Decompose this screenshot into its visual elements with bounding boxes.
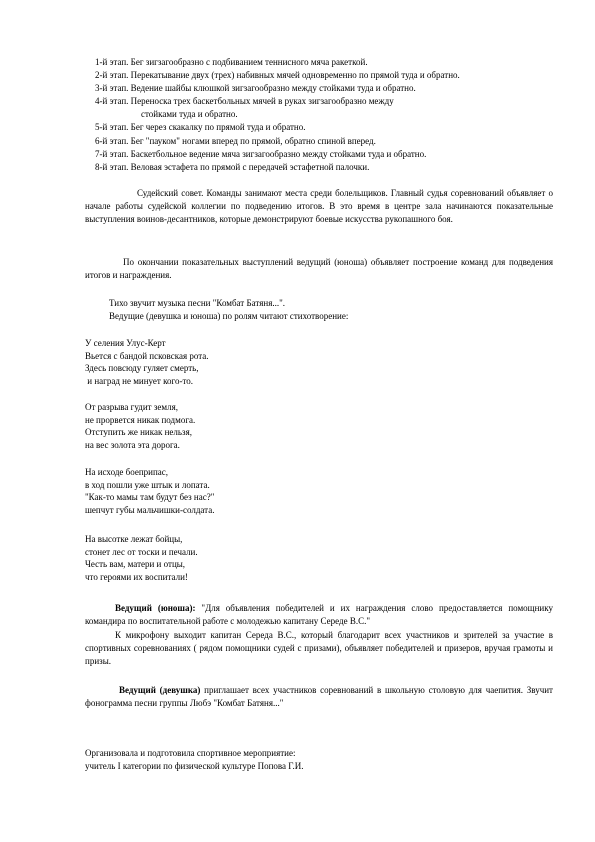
stage-4-continuation: стойками туда и обратно. xyxy=(141,109,238,120)
stage-4: 4-й этап. Переноска трех баскетбольных мячей в руках зигзагообразно между xyxy=(95,96,394,107)
poem-line: На исходе боеприпас, xyxy=(85,467,169,477)
closing-paragraph xyxy=(85,684,553,710)
after-show-paragraph: По окончании показательных выступлений ведущий (юноша) объявляет построение команд для подведения итогов и награждения. xyxy=(85,257,553,280)
footer-line: Организовала и подготовила спортивное мероприятие: xyxy=(85,748,296,758)
host-announcement-text: "Для объявления победителей и их награждения слово предоставляется помощнику командира по воспитательной работе с молодежью капитану Середе В.С." xyxy=(85,603,553,626)
poem-line: на вес золота эта дорога. xyxy=(85,439,180,450)
stage-6: 6-й этап. Бег "пауком" ногами вперед по прямой, обратно спиной вперед. xyxy=(95,135,376,146)
stage-5: 5-й этап. Бег через скакалку по прямой туда и обратно. xyxy=(95,122,306,133)
footer-line: учитель I категории по физической культуре Попова Г.И. xyxy=(85,760,304,771)
stage-8: 8-й этап. Веловая эстафета по прямой с передачей эстафетной палочки. xyxy=(95,161,370,172)
captain-paragraph: К микрофону выходит капитан Середа В.С., который благодарит всех участников и зрителей за участие в спортивных соревнованиях ( рядом помощники судей с призами), объявляет победителей и призеров, вручая грамоты и призы. xyxy=(85,630,553,666)
poem-line: Вьется с бандой псковская рота. xyxy=(85,350,209,361)
host-label: Ведущий (юноша): xyxy=(115,603,196,613)
music-line: Тихо звучит музыка песни "Комбат Батяня...". xyxy=(109,298,286,308)
closing-host-text: приглашает всех участников соревнований в школьную столовую для чаепития. Звучит фонограмма песни группы Любэ "Комбат Батяня..." xyxy=(85,685,553,708)
poem-line: От разрыва гудит земля, xyxy=(85,402,178,412)
poem-stanza-4 xyxy=(85,533,553,583)
poem-line: не прорвется никак подмога. xyxy=(85,414,196,425)
stage-7: 7-й этап. Баскетбольное ведение мяча зигзагообразно между стойками туда и обратно. xyxy=(95,148,427,159)
poem-line: в ход пошли уже штык и лопата. xyxy=(85,479,210,490)
poem-line: шепчут губы мальчишки-солдата. xyxy=(85,504,215,515)
poem-line: что героями их воспитали! xyxy=(85,571,188,582)
stage-3: 3-й этап. Ведение шайбы клюшкой зигзагообразно между стойками туда и обратно. xyxy=(95,83,416,94)
poem-line: У селения Улус-Керт xyxy=(85,338,166,348)
closing-host-label: Ведущий (девушка) xyxy=(119,685,201,695)
poem-stanza-2 xyxy=(85,401,553,451)
stage-2: 2-й этап. Перекатывание двух (трех) набивных мячей одновременно по прямой туда и обратно. xyxy=(95,70,460,81)
judges-paragraph: Судейский совет. Команды занимают места среди болельщиков. Главный судья соревнований объявляет о начале работы судейской коллегии по подведению итогов. В это время в центре зала начинаются показательные выступления воинов-десантников, которые демонстрируют боевые искусства рукопашного боя. xyxy=(85,188,553,224)
relay-stages-list xyxy=(95,56,565,174)
poem-line: Честь вам, матери и отцы, xyxy=(85,559,186,570)
host-announcement xyxy=(85,602,553,628)
poem-line: На высотке лежат бойцы, xyxy=(85,534,183,544)
poem-line: и наград не минует кого-то. xyxy=(85,375,194,386)
poem-line: "Как-то мамы там будут без нас?" xyxy=(85,492,215,503)
poem-stanza-3 xyxy=(85,466,553,516)
poem-stanza-1 xyxy=(85,337,553,387)
poem-line: стонет лес от тоски и печали. xyxy=(85,546,198,557)
stage-1: 1-й этап. Бег зигзагообразно с подбиванием теннисного мяча ракеткой. xyxy=(95,57,368,67)
poem-line: Отступить же никак нельзя, xyxy=(85,427,192,438)
poem-line: Здесь повсюду гуляет смерть, xyxy=(85,363,199,374)
footer-credits xyxy=(85,747,553,772)
hosts-line: Ведущие (девушка и юноша) по ролям читают стихотворение: xyxy=(109,311,349,321)
